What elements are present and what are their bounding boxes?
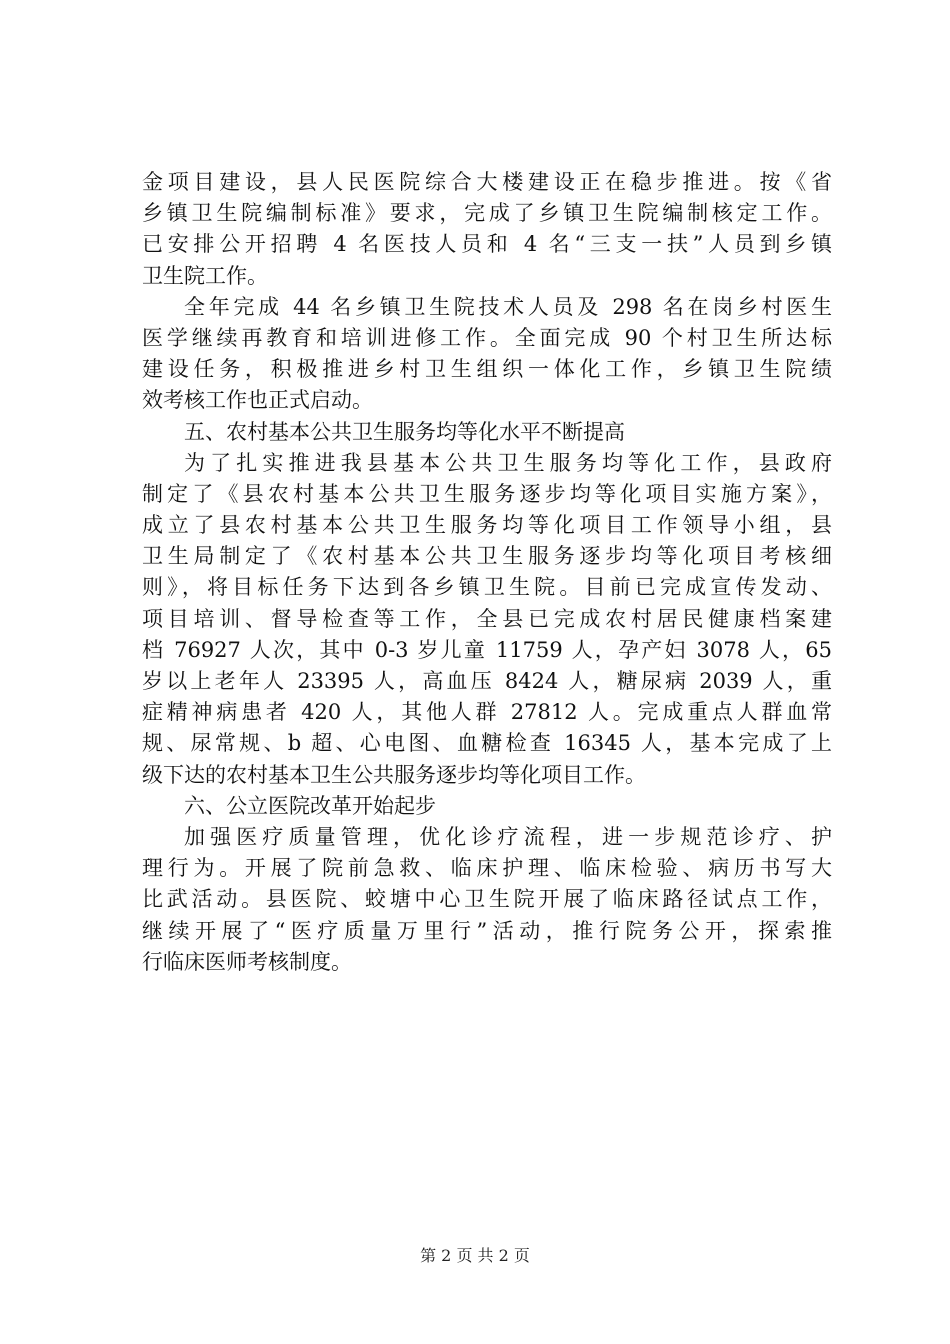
text-line: 行临床医师考核制度。 [142,949,352,974]
text-line: 卫生院工作。 [142,263,268,288]
page-number: 第 2 页 共 2 页 [420,1246,530,1265]
text-line: 效考核工作也正式启动。 [142,388,373,413]
text-line: 卫生局制定了《农村基本公共卫生服务逐步均等化项目考核细 [142,544,832,569]
page-footer [0,1246,950,1266]
text-line: 成立了县农村基本公共卫生服务均等化项目工作领导小组，县 [142,513,832,538]
text-line: 则》，将目标任务下达到各乡镇卫生院。目前已完成宣传发动、 [142,575,832,600]
text-line: 继续开展了“医疗质量万里行”活动，推行院务公开，探索推 [142,918,832,943]
text-line: 金项目建设，县人民医院综合大楼建设正在稳步推进。按《省 [142,170,832,194]
text-line: 理行为。开展了院前急救、临床护理、临床检验、病历书写大 [142,856,832,881]
document-body [142,167,832,978]
paragraph-start-line: 全年完成 44 名乡镇卫生院技术人员及 298 名在岗乡村医生 [184,294,832,319]
text-line: 医学继续再教育和培训进修工作。全面完成 90 个村卫生所达标 [142,325,832,350]
text-line: 规、尿常规、b 超、心电图、血糖检查 16345 人，基本完成了上 [142,731,832,756]
paragraph-start-line: 加强医疗质量管理，优化诊疗流程，进一步规范诊疗、护 [184,824,832,849]
text-line: 已安排公开招聘 4 名医技人员和 4 名“三支一扶”人员到乡镇 [142,232,832,257]
paragraph-start-line: 为了扎实推进我县基本公共卫生服务均等化工作，县政府 [184,450,832,475]
text-line: 岁以上老年人 23395 人，高血压 8424 人，糖尿病 2039 人，重 [142,669,832,693]
text-line: 制定了《县农村基本公共卫生服务逐步均等化项目实施方案》， [142,481,832,506]
text-line: 症精神病患者 420 人，其他人群 27812 人。完成重点人群血常 [142,700,832,725]
text-line: 档 76927 人次，其中 0-3 岁儿童 11759 人，孕产妇 3078 人，65 [142,637,832,662]
text-line: 建设任务，积极推进乡村卫生组织一体化工作，乡镇卫生院绩 [142,357,832,382]
text-line: 比武活动。县医院、蛟塘中心卫生院开展了临床路径试点工作， [142,887,832,912]
text-line: 乡镇卫生院编制标准》要求，完成了乡镇卫生院编制核定工作。 [142,201,832,226]
text-line: 级下达的农村基本卫生公共服务逐步均等化项目工作。 [142,762,646,787]
text-line: 项目培训、督导检查等工作，全县已完成农村居民健康档案建 [142,606,832,631]
section-heading: 六、公立医院改革开始起步 [184,793,436,818]
section-heading: 五、农村基本公共卫生服务均等化水平不断提高 [184,419,625,444]
